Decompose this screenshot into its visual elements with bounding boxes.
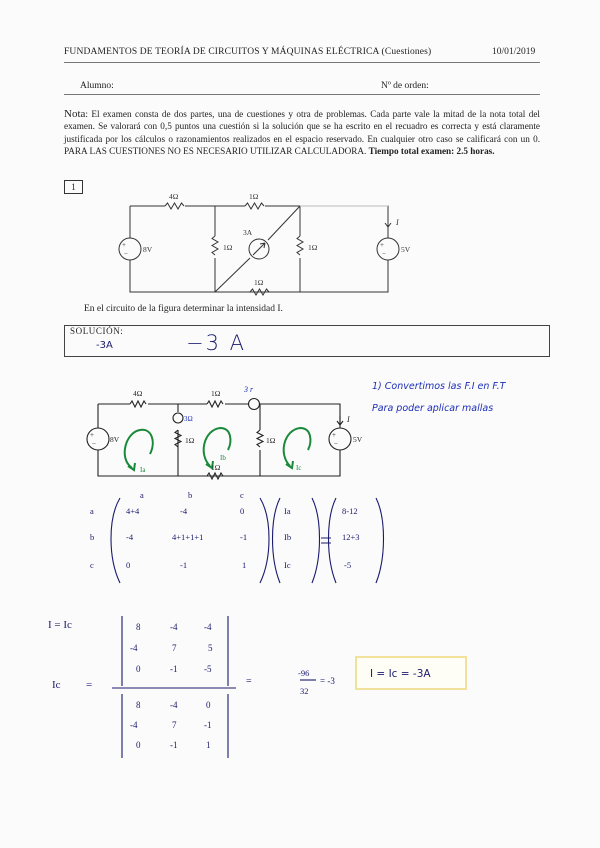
label-source-right: 5V <box>401 245 411 254</box>
cramer-calculation <box>40 608 350 768</box>
svg-text:+: + <box>380 241 384 249</box>
work-label-r-top-mid: 1Ω <box>211 389 221 398</box>
den-0-2: 0 <box>206 700 211 710</box>
matrix-col-b: b <box>188 490 193 500</box>
exam-date: 10/01/2019 <box>492 47 536 57</box>
m-1-0: -4 <box>126 532 134 542</box>
work-label-source: 3 r <box>244 385 254 394</box>
num-0-0: 8 <box>136 622 141 632</box>
cramer-result: = -3 <box>320 676 335 686</box>
work-label-source-left: 8V <box>110 435 120 444</box>
rhs-c: -5 <box>344 560 352 570</box>
order-number-label: Nº de orden: <box>381 81 429 91</box>
num-2-0: 0 <box>136 664 141 674</box>
cramer-equals: = <box>86 679 93 691</box>
student-rule <box>64 94 540 95</box>
matrix-col-a: a <box>140 490 144 500</box>
svg-text:−: − <box>334 440 338 448</box>
rhs-b: 12+3 <box>342 532 360 542</box>
m-1-2: -1 <box>240 532 248 542</box>
note-text: : El examen consta de dos partes, una de cuestiones y otra de problemas. Cada parte vale la mitad de la nota total del examen. Se valorará con 0,5 puntos una cuestión si la solución que se ha escrito en el recuadro es correcta y está claramente justificada por los cálculos o razonamientos realizados en el espacio reservado. En cualquier otro caso se calificará con un 0. PARA LAS CUESTIONES NO ES NECESARIO UTILIZAR CALCULADORA. <box>64 109 540 157</box>
num-0-2: -4 <box>204 622 212 632</box>
student-name-label: Alumno: <box>80 81 114 91</box>
solution-label: SOLUCIÓN: <box>70 326 124 336</box>
den-1-2: -1 <box>204 720 212 730</box>
work-label-dep-source: 3Ω <box>184 415 193 423</box>
label-r-top-mid: 1Ω <box>249 192 259 201</box>
question-number: 1 <box>64 180 83 194</box>
num-1-1: 7 <box>172 643 177 653</box>
exam-title: FUNDAMENTOS DE TEORÍA DE CIRCUITOS Y MÁQUINAS ELÉCTRICA (Cuestiones) <box>64 47 432 57</box>
rhs-a: 8-12 <box>342 506 358 516</box>
m-2-2: 1 <box>242 560 247 570</box>
work-label-r-left-vert: 1Ω <box>185 436 195 445</box>
matrix-row-c: c <box>90 560 94 570</box>
final-answer-text: I = Ic = -3A <box>370 668 431 680</box>
label-current-i: I <box>396 218 399 227</box>
m-0-1: -4 <box>180 506 188 516</box>
solution-box <box>64 325 550 357</box>
mesh-c-label: Ic <box>296 464 302 472</box>
unknown-ia: Ia <box>284 506 291 516</box>
label-current-source: 3A <box>243 228 253 237</box>
den-2-0: 0 <box>136 740 141 750</box>
num-2-1: -1 <box>170 664 178 674</box>
m-1-1: 4+1+1+1 <box>172 532 204 542</box>
den-0-1: -4 <box>170 700 178 710</box>
label-source-left: 8V <box>143 245 153 254</box>
work-label-source-right: 5V <box>353 435 363 444</box>
mesh-b-label: Ib <box>220 454 226 462</box>
fraction-numerator: -96 <box>298 668 310 678</box>
question-circuit-diagram <box>110 188 420 300</box>
label-r-left-vert: 1Ω <box>223 243 233 252</box>
m-0-2: 0 <box>240 506 245 516</box>
label-r-bottom: 1Ω <box>254 278 264 287</box>
m-2-0: 0 <box>126 560 131 570</box>
matrix-row-a: a <box>90 506 94 516</box>
header-rule <box>64 62 540 63</box>
svg-text:−: − <box>124 250 128 258</box>
m-2-1: -1 <box>180 560 188 570</box>
work-label-current: I <box>347 415 350 424</box>
work-label-r-bottom: 1Ω <box>211 463 221 472</box>
svg-text:+: + <box>90 431 94 439</box>
work-circuit-diagram <box>82 380 382 485</box>
work-label-r-mid-vert: 1Ω <box>266 436 276 445</box>
den-2-2: 1 <box>206 740 211 750</box>
exam-note <box>64 108 540 158</box>
solution-answer-big: −3 A <box>186 331 246 355</box>
cramer-lhs-2: Ic <box>52 679 61 691</box>
svg-text:−: − <box>382 250 386 258</box>
step-line-2: Para poder aplicar mallas <box>372 403 494 414</box>
solution-answer-small: -3A <box>96 340 113 351</box>
label-r-top-left: 4Ω <box>169 192 179 201</box>
m-0-0: 4+4 <box>126 506 140 516</box>
mesh-matrix-equation <box>80 488 410 588</box>
svg-text:+: + <box>122 241 126 249</box>
svg-text:−: − <box>92 440 96 448</box>
matrix-row-b: b <box>90 532 95 542</box>
cramer-dash: = <box>246 676 252 687</box>
label-r-mid-vert: 1Ω <box>308 243 318 252</box>
num-1-2: 5 <box>208 643 213 653</box>
den-0-0: 8 <box>136 700 141 710</box>
fraction-denominator: 32 <box>300 686 309 696</box>
num-0-1: -4 <box>170 622 178 632</box>
matrix-col-c: c <box>240 490 244 500</box>
num-1-0: -4 <box>130 643 138 653</box>
unknown-ic: Ic <box>284 560 291 570</box>
num-2-2: -5 <box>204 664 212 674</box>
cramer-lhs-1: I = Ic <box>48 619 72 631</box>
work-label-r-top-left: 4Ω <box>133 389 143 398</box>
mesh-a-label: Ia <box>140 466 146 474</box>
unknown-ib: Ib <box>284 532 292 542</box>
den-1-1: 7 <box>172 720 177 730</box>
note-label: Nota <box>64 108 86 120</box>
svg-text:+: + <box>332 431 336 439</box>
question-caption: En el circuito de la figura determinar la intensidad I. <box>84 304 283 314</box>
note-total-time: Tiempo total examen: 2.5 horas. <box>368 146 495 157</box>
den-1-0: -4 <box>130 720 138 730</box>
step-note <box>372 376 572 420</box>
step-line-1: 1) Convertimos las F.I en F.T <box>372 381 506 392</box>
den-2-1: -1 <box>170 740 178 750</box>
